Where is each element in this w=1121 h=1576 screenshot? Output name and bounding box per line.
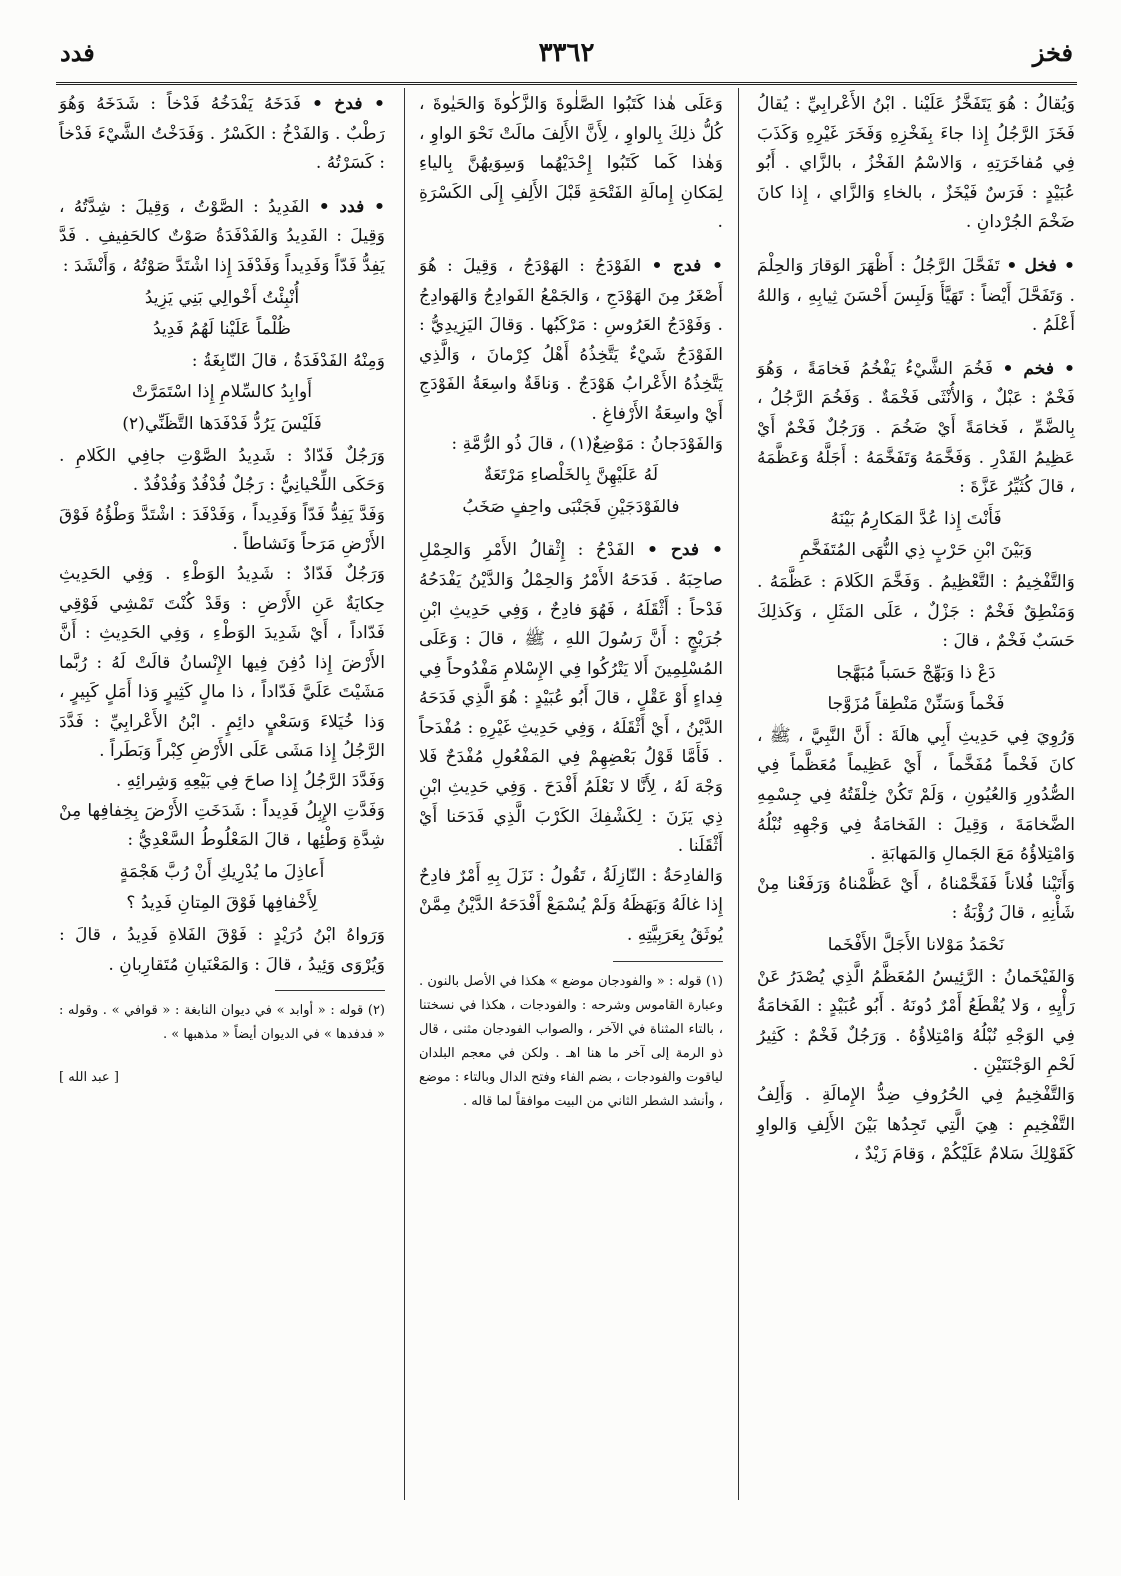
paragraph: وَالفادِحَةُ : النّازِلَةُ ، تَقُولُ : نَزَلَ بِهِ أَمْرٌ فادِحٌ إِذا غالَهُ وَبَهَظَهُ وَلَمْ يُسْمَعْ أَفْدَحَهُ الدَّيْنُ مِمَّنْ يُوثَقُ بِعَرَبِيَّتِهِ . [419,865,723,946]
paragraph: وَرَواهُ ابْنُ دُرَيْدٍ : فَوْقَ الفَلاةِ فَدِيدُ ، قالَ : وَيُرْوَى وَئِيدُ ، قالَ : وَالمَعْنَيانِ مُتَقارِبانِ . [59,925,385,975]
column-divider-right [738,88,739,1500]
footnote: (١) قوله : « والفودجان موضع » هكذا في الأصل بالنون . وعبارة القاموس وشرحه : والفودجات ، هكذا في نسختنا ، بالتاء المثناة في الآخر ، والصواب الفودجان مثنى ، قال ذو الرمة إلى آخر ما هنا اهـ . ولكن في معجم البلدان لياقوت والفودجات ، بضم الفاء وفتح الدال وبالتاء : موضع ، وأنشد الشطر الثاني من البيت موافقاً لما قاله . [419,973,723,1109]
entry-text: تَفَحَّلَ الرَّجُلُ : أَظْهَرَ الوَقارَ وَالحِلْمَ . وَتَفَحَّلَ أَيْضاً : تَهَيَّأَ وَلَبِسَ أَحْسَنَ ثِيابِهِ ، وَاللهُ أَعْلَمُ . [757,255,1075,336]
verse-line: ظُلْماً عَلَيْنا لَهُمُ فَدِيدُ [152,319,292,340]
entry-text: فَدَخَهُ يَفْدَخُهُ فَدْخاً : شَدَخَهُ وَهُوَ رَطْبٌ . وَالفَدْخُ : الكَسْرُ . وَفَدَخْتُ الشَّيْءَ فَدْخاً : كَسَرْتُهُ . [59,94,385,174]
entry-fadad [59,193,385,282]
verse-line: لِأَخْفافِها فَوْقَ المِتانِ فَدِيدُ ؟ [126,893,318,914]
paragraph: وَفَدَّتِ الإِبِلُ فَدِيداً : شَدَخَتِ الأَرْضَ بِخِفافِها مِنْ شِدَّةِ وَطْئِها ، قالَ المَعْلُوطُ السَّعْدِيُّ : [59,800,385,851]
editor-signature: [ عبد الله ] [59,1070,119,1086]
header-rule [56,82,1077,85]
verse-line: أَوابِدُ كالسِّلامِ إِذا اسْتَمَرَّتْ [131,382,313,403]
paragraph: وَعَلَى هٰذا كَتَبُوا الصَّلٰوةَ وَالزَّكٰوةَ وَالحَيٰوةَ ، كُلُّ ذلِكَ بِالواوِ ، لِأَنَّ الأَلِفَ مالَتْ نَحْوَ الواوِ ، وَهٰذا كَما كَتَبُوا إِحْدَيْهُما وَسِوَيهُنَّ بِالياءِ لِمَكانِ إِمالَةِ الفَتْحَةِ قَبْلَ الأَلِفِ إِلَى الكَسْرَةِ . [419,94,723,233]
entry-text: الفَوْدَجُ : الهَوْدَجُ ، وَقِيلَ : هُوَ أَصْغَرُ مِنَ الهَوْدَجِ ، وَالجَمْعُ الفَوادِجُ وَالهَوادِجُ . وَفَوْدَجُ العَرُوسِ : مَرْكَبُها . وَقالَ اليَزِيدِيُّ : الفَوْدَجُ شَيْءٌ يَتَّخِذُهُ أَهْلُ كِرْمانَ ، وَالَّذِي يَتَّخِذُهُ الأَعْرابُ هَوْدَجٌ . وَناقَةٌ واسِعَةُ الفَوْدَجِ أَيْ واسِعَةُ الأَرْفاغِ . [419,255,723,424]
footnote-rule [613,961,723,962]
headword: • فخل • [1006,255,1075,276]
paragraph: وَالتَّفْخِيمُ : التَّعْظِيمُ . وَفَخَّمَ الكَلامَ : عَظَّمَهُ . وَمَنْطِقٌ فَخْمٌ : جَزْلٌ ، عَلَى المَثَلِ ، وَكَذلِكَ حَسَبٌ فَخْمٌ ، قالَ : [757,571,1075,652]
entry-fadah [419,536,723,862]
verse-line: فَلَيْسَ يَرُدُّ فَدْفَدَها التَّظَنِّي(٢) [122,413,322,434]
paragraph: وَفَدَّدَ الرَّجُلُ إِذا صاحَ فِي بَيْعِهِ وَشِرائِهِ . [115,771,385,792]
footnote: (٢) قوله : « أوابد » في ديوان النابغة : « قوافي » . وقوله : « فدفدها » في الديوان أيضاً « مذهبها » . [59,1003,385,1043]
footnote-rule [275,990,385,991]
column-left [59,90,385,1093]
paragraph: وَالتَّفْخِيمُ فِي الحُرُوفِ ضِدُّ الإِمالَةِ . وَأَلِفُ التَّفْخِيمِ : هِيَ الَّتِي تَجِدُها بَيْنَ الأَلِفِ وَالواوِ كَقَوْلِكَ سَلامٌ عَلَيْكُمْ ، وَقامَ زَيْدٌ ، [757,1085,1075,1165]
verse-line: لَهُ عَلَيْهِنَّ بِالخَلْصاءِ مَرْتَعَةٌ [483,465,659,486]
paragraph: وَمِنْهُ الفَدْفَدَةُ ، قالَ النّابِغَةُ : [191,350,385,371]
verse-line: فَخْماً وَسَنِّنْ مَنْطِقاً مُزَوَّجا [827,694,1005,715]
paragraph: وَأَتَيْنا فُلاناً فَفَخَّمْناهُ ، أَيْ عَظَّمْناهُ وَرَفَعْنا مِنْ شَأْنِهِ ، قالَ رُؤْبَةُ : [757,873,1075,924]
header-guide-word-left: فدد [60,38,95,67]
paragraph: وَرَجُلٌ فَدّادٌ : شَدِيدُ الوَطْءِ . وَفِي الحَدِيثِ حِكايَةٌ عَنِ الأَرْضِ : وَقَدْ كُنْتَ تَمْشِي فَوْقِي فَدّاداً ، أَيْ شَدِيدَ الوَطْءِ ، وَفِي الحَدِيثِ : أَنَّ الأَرْضَ إِذا دُفِنَ فِيها الإِنْسانُ قالَتْ لَهُ : رُبَّما مَشَيْتَ عَلَيَّ فَدّاداً ، ذا مالٍ كَثِيرٍ وَذا أَمَلٍ كَبِيرٍ ، وَذا خُيَلاءَ وَسَعْيٍ دائِمٍ . ابْنُ الأَعْرابِيِّ : فَدَّدَ الرَّجُلُ إِذا مَشَى عَلَى الأَرْضِ كِبْراً وَبَطَراً . [59,563,385,762]
entry-text: فَخُمَ الشَّيْءُ يَفْخُمُ فَخامَةً ، وَهُوَ فَخْمٌ : عَبْلٌ ، وَالأُنْثَى فَخْمَةٌ . وَفَخُمَ الرَّجُلُ ، بِالضَّمِّ ، فَخامَةً أَيْ ضَخُمَ . وَرَجُلٌ فَخْمٌ أَيْ عَظِيمُ القَدْرِ . وَفَخَّمَهُ وَتَفَخَّمَهُ : أَجَلَّهُ وَعَظَّمَهُ ، قالَ كُثَيِّرُ عَزَّةَ : [757,358,1075,498]
paragraph: وَالفَوْدَجانُ : مَوْضِعٌ(١) ، قالَ ذُو الرُّمَّةِ : [451,433,723,454]
headword: • فدد • [318,196,386,217]
column-divider-left [404,88,405,1500]
entry-fakham [757,355,1075,503]
verse-line: فَأَنْتَ إِذا عُدَّ المَكارِمُ بَيْنَهُ [830,508,1002,529]
paragraph: وَرُوِيَ فِي حَدِيثِ أَبِي هالَةَ : أَنَّ النَّبِيَّ ، ﷺ ، كانَ فَخْماً مُفَخَّماً ، أَيْ عَظِيماً مُعَظَّماً فِي الصُّدُورِ وَالعُيُونِ ، وَلَمْ تَكُنْ خِلْقَتُهُ فِي جِسْمِهِ الضَّخامَةَ ، وَقِيلَ : الفَخامَةُ فِي وَجْهِهِ نُبْلُهُ وَامْتِلاؤُهُ مَعَ الجَمالِ وَالمَهابَةِ . [757,725,1075,865]
headword: • فدخ • [311,94,385,114]
header-guide-word-right: فخز [1032,38,1073,67]
paragraph: وَفَدَّ يَفِدُّ فَدّاً وَفَدِيداً ، وَفَدْفَدَ : اشْتَدَّ وَطْؤُهُ فَوْقَ الأَرْضِ مَرَحاً وَنَشاطاً . [59,504,385,555]
page-number: ٣٣٦٢ [538,38,595,68]
headword: • فخم • [1002,358,1075,379]
paragraph: وَيُقالُ : هُوَ يَتَفَخَّزُ عَلَيْنا . ابْنُ الأَعْرابِيِّ : يُقالُ فَخَزَ الرَّجُلُ إِذا جاءَ بِفَخْزِهِ وَفَخَرَ غَيْرِهِ وَكَذَبَ فِي مُفاخَرَتِهِ ، وَالاسْمُ الفَخْزُ ، بالزَّاي . أَبُو عُبَيْدٍ : فَرَسٌ فَيْخَزٌ ، بالخاءِ وَالزَّاي ، إِذا كانَ ضَخْمَ الجُرْدانِ . [757,94,1075,233]
entry-fadakh [59,90,385,179]
paragraph: وَالفَيْخَمانُ : الرَّئِيسُ المُعَظَّمُ الَّذِي يُصْدَرُ عَنْ رَأْيِهِ ، وَلا يُقْطَعُ أَمْرٌ دُونَهُ . أَبُو عُبَيْدٍ : الفَخامَةُ فِي الوَجْهِ نُبْلُهُ وَامْتِلاؤُهُ . وَرَجُلٌ فَخْمٌ : كَثِيرُ لَحْمِ الوَجْنَتَيْنِ . [757,966,1075,1076]
entry-text: الفَدِيدُ : الصَّوْتُ ، وَقِيلَ : شِدَّتُهُ ، وَقِيلَ : الفَدِيدُ وَالفَدْفَدَةُ صَوْتٌ كالحَفِيفِ . فَدَّ يَفِدُّ فَدّاً وَفَدِيداً وَفَدْفَدَ إِذا اشْتَدَّ صَوْتُهُ ، وَأَنْشَدَ : [59,196,385,276]
page-header [60,38,1073,82]
verse-line: فالفَوْدَجَيْنِ فَجَنْبَى واحِفٍ صَخَبُ [462,496,680,517]
entry-text: الفَدْحُ : إِثْقالُ الأَمْرِ وَالحِمْلِ صاحِبَهُ . فَدَحَهُ الأَمْرُ وَالحِمْلُ وَالدَّيْنُ يَفْدَحُهُ فَدْحاً : أَثْقَلَهُ ، فَهُوَ فادِحٌ ، وَفِي حَدِيثِ ابْنِ جُرَيْجٍ : أَنَّ رَسُولَ اللهِ ، ﷺ ، قالَ : وَعَلَى المُسْلِمِينَ أَلا يَتْرُكُوا فِي الإِسْلامِ مَفْدُوحاً فِي فِداءٍ أَوْ عَقْلٍ ، قالَ أَبُو عُبَيْدٍ : هُوَ الَّذِي فَدَحَهُ الدَّيْنُ ، أَيْ أَثْقَلَهُ ، وَفِي حَدِيثِ غَيْرِهِ : مُفْدَحاً . فَأَمَّا قَوْلُ بَعْضِهِمْ فِي المَفْعُولِ مُفْدَحٌ فَلا وَجْهَ لَهُ ، لِأَنَّا لا نَعْلَمُ أَفْدَحَ . وَفِي حَدِيثِ ابْنِ ذِي يَزَنَ : لِكَشْفِكَ الكَرْبَ الَّذِي فَدَحَنا أَيْ أَثْقَلَنا . [419,540,723,857]
paragraph: وَرَجُلٌ فَدّادٌ : شَدِيدُ الصَّوْتِ جافِي الكَلامِ . وَحَكَى اللِّحْيانِيُّ : رَجُلٌ فُدْفُدٌ وَفُدْفُدٌ . [59,445,385,496]
entry-fawdaj [419,252,723,430]
headword: • فدح • [646,540,724,561]
verse-line: أَعاذِلَ ما يُدْرِيكِ أَنْ رُبَّ هَجْمَةٍ [119,861,325,882]
verse-line: وَبَيْنَ ابْنِ حَرْبٍ ذِي النُّهَى المُتَفَخَّمِ [799,540,1033,561]
column-middle [419,90,723,1114]
verse-line: نَحْمَدُ مَوْلانا الأَجَلَّ الأَفْخَما [827,935,1005,956]
headword: • فدج • [651,255,723,276]
verse-line: دَعْ ذا وَبَهِّجْ حَسَباً مُبَهَّجا [836,662,996,683]
column-right [757,90,1075,1170]
verse-line: أُنْبِئْتُ أَخْوالِي بَنِي يَزِيدُ [144,287,300,308]
entry-fakhal [757,252,1075,341]
